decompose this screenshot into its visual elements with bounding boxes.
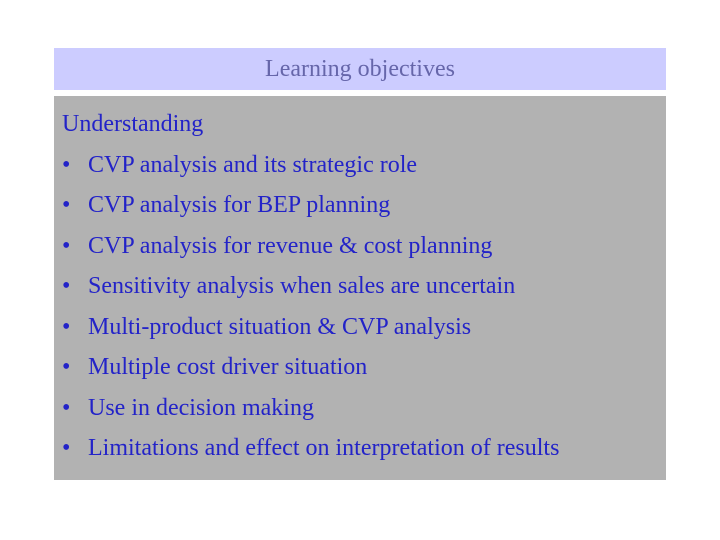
list-item-text: Limitations and effect on interpretation of results [88, 435, 560, 461]
list-item [62, 428, 666, 469]
bullet-icon: • [62, 273, 71, 299]
bullet-icon: • [62, 192, 71, 218]
slide-title: Learning objectives [265, 56, 455, 82]
list-item-text: CVP analysis for BEP planning [88, 192, 391, 218]
list-item-text: Sensitivity analysis when sales are uncertain [88, 273, 516, 299]
objectives-list [62, 145, 666, 469]
slide-content-box [54, 96, 666, 480]
list-item [62, 145, 666, 186]
list-item [62, 307, 666, 348]
list-item-text: CVP analysis for revenue & cost planning [88, 232, 493, 259]
list-item [62, 388, 666, 429]
slide-title-bar [54, 48, 666, 90]
bullet-icon: • [62, 151, 71, 178]
bullet-icon: • [62, 435, 71, 461]
list-item-text: Multi-product situation & CVP analysis [88, 313, 472, 340]
bullet-icon: • [62, 313, 71, 340]
list-item-text: CVP analysis and its strategic role [88, 151, 418, 178]
list-item [62, 266, 666, 307]
bullet-icon: • [62, 354, 71, 380]
list-item-text: Multiple cost driver situation [88, 354, 368, 380]
list-item [62, 185, 666, 226]
section-heading: Understanding [62, 111, 204, 137]
list-item [62, 226, 666, 267]
list-item [62, 347, 666, 388]
bullet-icon: • [62, 232, 71, 259]
list-item-text: Use in decision making [88, 394, 314, 421]
bullet-icon: • [62, 394, 71, 421]
